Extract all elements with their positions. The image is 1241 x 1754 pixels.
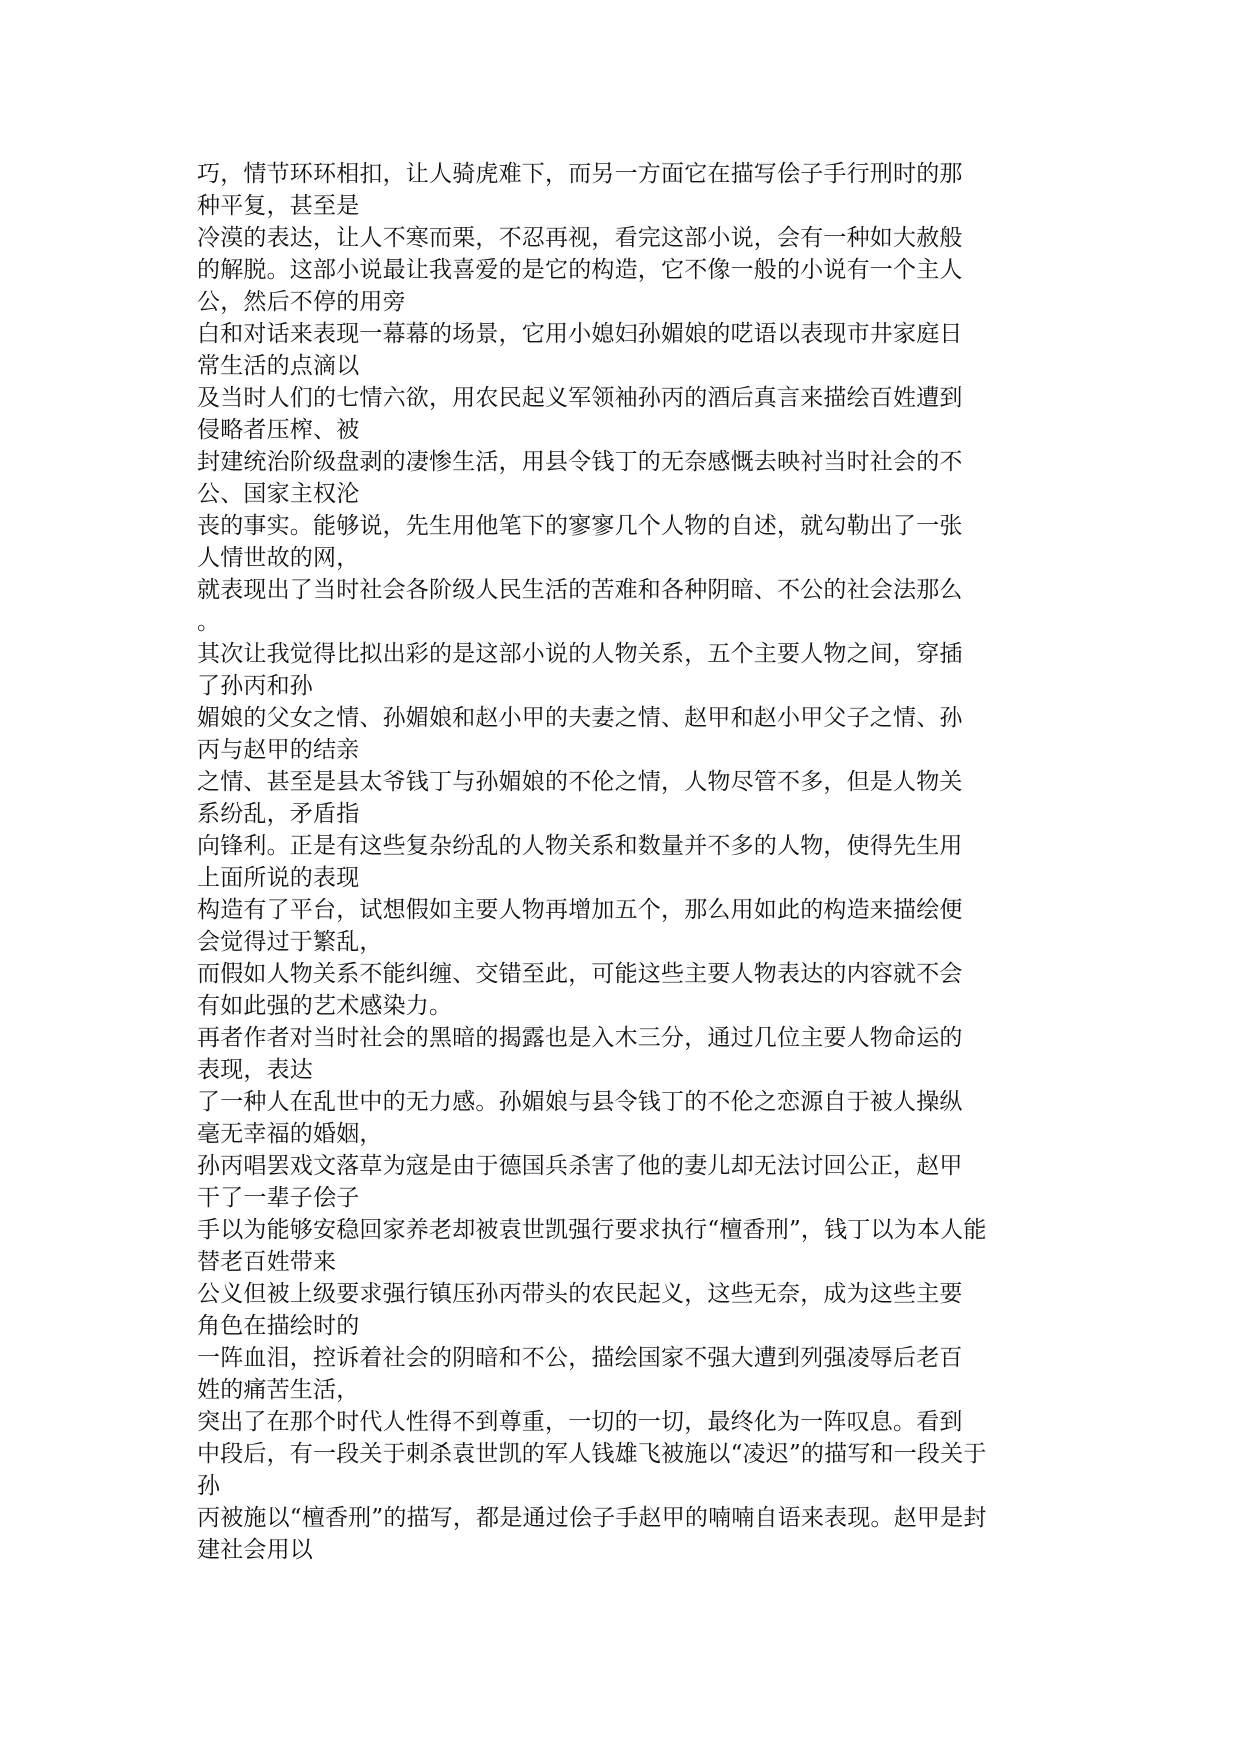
text-line: 了一种人在乱世中的无力感。孙媚娘与县令钱丁的不伦之恋源自于被人操纵 [197, 1089, 963, 1115]
text-line: 人情世故的网， [197, 545, 360, 571]
text-line: 常生活的点滴以 [197, 353, 360, 379]
text-line: 毫无幸福的婚姻， [197, 1121, 383, 1147]
text-line: 建社会用以 [197, 1537, 313, 1563]
text-line: 丧的事实。能够说，先生用他笔下的寥寥几个人物的自述，就勾勒出了一张 [197, 513, 963, 539]
text-line: 封建统治阶级盘剥的凄惨生活，用县令钱丁的无奈感慨去映衬当时社会的不 [197, 449, 963, 475]
text-line: 而假如人物关系不能纠缠、交错至此，可能这些主要人物表达的内容就不会 [197, 961, 963, 987]
text-line: 会觉得过于繁乱， [197, 929, 383, 955]
text-line: 构造有了平台，试想假如主要人物再增加五个，那么用如此的构造来描绘便 [197, 897, 963, 923]
text-line: 向锋利。正是有这些复杂纷乱的人物关系和数量并不多的人物，使得先生用 [197, 833, 963, 859]
text-line: 孙丙唱罢戏文落草为寇是由于德国兵杀害了他的妻儿却无法讨回公正，赵甲 [197, 1153, 963, 1179]
text-line: 白和对话来表现一幕幕的场景，它用小媳妇孙媚娘的呓语以表现市井家庭日 [197, 321, 963, 347]
text-line: 姓的痛苦生活， [197, 1377, 360, 1403]
text-line: 及当时人们的七情六欲，用农民起义军领袖孙丙的酒后真言来描绘百姓遭到 [197, 385, 963, 411]
text-line: 公，然后不停的用旁 [197, 289, 406, 315]
text-line: 丙被施以“檀香刑”的描写，都是通过侩子手赵甲的喃喃自语来表现。赵甲是封 [197, 1505, 987, 1531]
text-line: 冷漠的表达，让人不寒而栗，不忍再视，看完这部小说，会有一种如大赦般 [197, 225, 963, 251]
text-line: 。 [197, 609, 221, 635]
text-line: 媚娘的父女之情、孙媚娘和赵小甲的夫妻之情、赵甲和赵小甲父子之情、孙 [197, 705, 963, 731]
text-line: 干了一辈子侩子 [197, 1185, 360, 1211]
text-line: 突出了在那个时代人性得不到尊重，一切的一切，最终化为一阵叹息。看到 [197, 1409, 963, 1435]
text-line: 手以为能够安稳回家养老却被袁世凯强行要求执行“檀香刑”，钱丁以为本人能 [197, 1217, 987, 1243]
text-line: 系纷乱，矛盾指 [197, 801, 360, 827]
text-line: 巧，情节环环相扣，让人骑虎难下，而另一方面它在描写侩子手行刑时的那 [197, 161, 963, 187]
text-line: 角色在描绘时的 [197, 1313, 360, 1339]
text-line: 中段后，有一段关于刺杀袁世凯的军人钱雄飞被施以“凌迟”的描写和一段关于 [197, 1441, 987, 1467]
text-line: 表现，表达 [197, 1057, 313, 1083]
text-line: 丙与赵甲的结亲 [197, 737, 360, 763]
text-line: 孙 [197, 1473, 221, 1499]
text-line: 一阵血泪，控诉着社会的阴暗和不公，描绘国家不强大遭到列强凌辱后老百 [197, 1345, 963, 1371]
text-line: 有如此强的艺术感染力。 [197, 993, 453, 1019]
text-line: 公、国家主权沦 [197, 481, 360, 507]
text-line: 上面所说的表现 [197, 865, 360, 891]
text-line: 替老百姓带来 [197, 1249, 337, 1275]
text-line: 其次让我觉得比拟出彩的是这部小说的人物关系，五个主要人物之间，穿插 [197, 641, 963, 667]
text-line: 的解脱。这部小说最让我喜爱的是它的构造，它不像一般的小说有一个主人 [197, 257, 963, 283]
text-line: 侵略者压榨、被 [197, 417, 360, 443]
text-line: 之情、甚至是县太爷钱丁与孙媚娘的不伦之情，人物尽管不多，但是人物关 [197, 769, 963, 795]
text-line: 了孙丙和孙 [197, 673, 313, 699]
text-line: 就表现出了当时社会各阶级人民生活的苦难和各种阴暗、不公的社会法那么 [197, 577, 963, 603]
text-line: 种平复，甚至是 [197, 193, 360, 219]
body-text [197, 158, 1067, 1566]
text-line: 公义但被上级要求强行镇压孙丙带头的农民起义，这些无奈，成为这些主要 [197, 1281, 963, 1307]
text-line: 再者作者对当时社会的黑暗的揭露也是入木三分，通过几位主要人物命运的 [197, 1025, 963, 1051]
